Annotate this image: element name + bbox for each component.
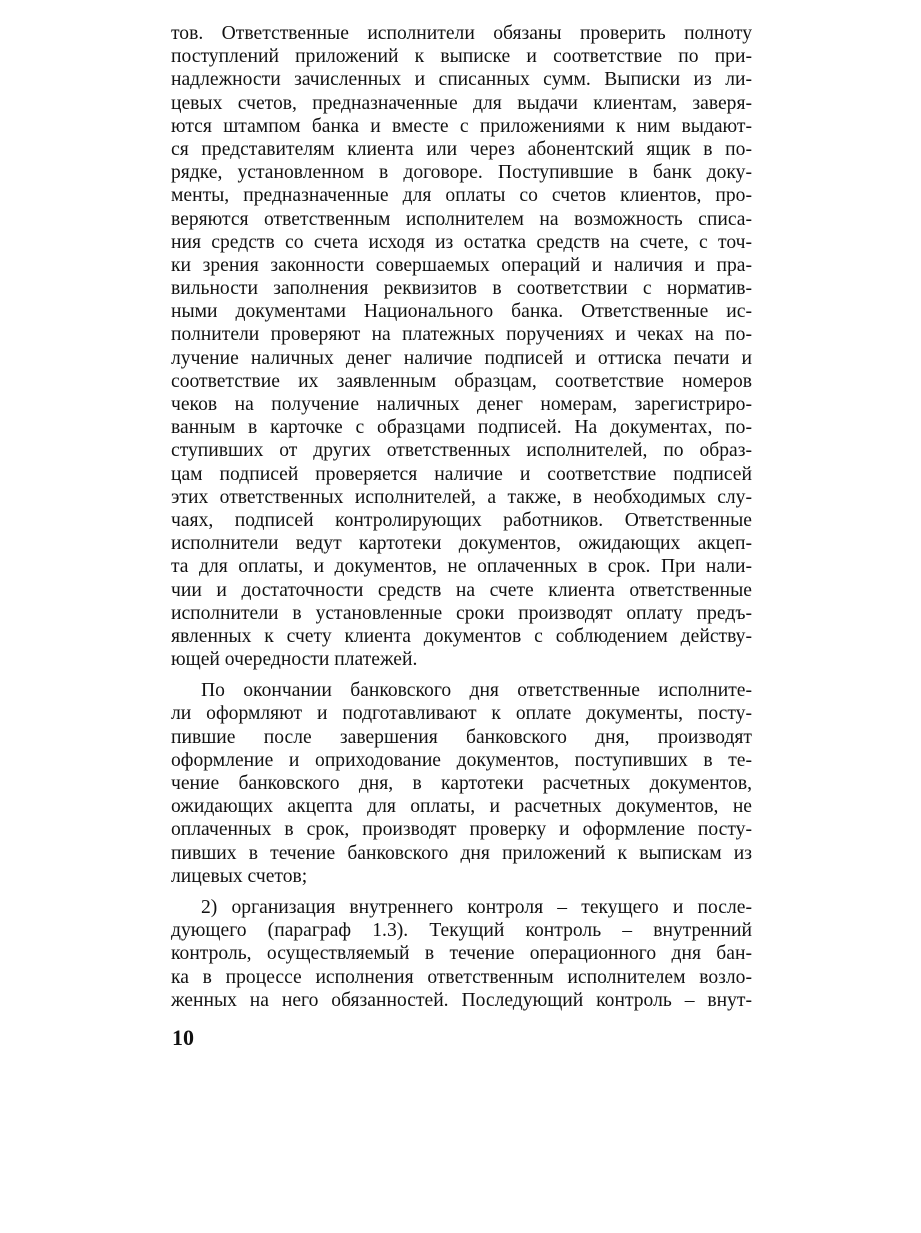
text-line: дующего (параграф 1.3). Текущий контроль – внутренний xyxy=(171,920,752,942)
text-line: этих ответственных исполнителей, а также, в необходимых слу- xyxy=(171,486,752,508)
text-line: оформление и оприходование документов, поступивших в те- xyxy=(171,749,752,771)
text-line: соответствие их заявленным образцам, соответствие номеров xyxy=(171,370,752,392)
text-line: поступлений приложений к выписке и соответствие по при- xyxy=(171,46,752,68)
text-line: лицевых счетов; xyxy=(171,865,308,887)
paragraph-spacing xyxy=(171,888,752,896)
text-line: ния средств со счета исходя из остатка средств на счете, с точ- xyxy=(171,231,752,253)
text-line: ступивших от других ответственных исполнителей, по образ- xyxy=(171,440,752,462)
text-line: рядке, установленном в договоре. Поступившие в банк доку- xyxy=(171,162,752,184)
text-line: полнители проверяют на платежных поручениях и чеках на по- xyxy=(171,324,752,346)
text-line: 2) организация внутреннего контроля – текущего и после- xyxy=(201,896,752,918)
text-line: тов. Ответственные исполнители обязаны проверить полноту xyxy=(171,23,752,44)
paragraph-2 xyxy=(171,679,752,888)
text-line: чии и достаточности средств на счете клиента ответственные xyxy=(171,579,752,601)
text-line: исполнители в установленные сроки производят оплату предъ- xyxy=(171,602,752,624)
text-line: вильности заполнения реквизитов в соответствии с норматив- xyxy=(171,278,752,300)
text-line: ка в процессе исполнения ответственным исполнителем возло- xyxy=(171,966,752,988)
text-line: надлежности зачисленных и списанных сумм. Выписки из ли- xyxy=(171,69,752,91)
text-line: чаях, подписей контролирующих работников. Ответственные xyxy=(171,509,752,531)
text-line: веряются ответственным исполнителем на возможность списа- xyxy=(171,208,752,230)
text-line: пившие после завершения банковского дня, производят xyxy=(171,726,752,748)
text-line: та для оплаты, и документов, не оплаченных в срок. При нали- xyxy=(171,556,752,578)
page-body xyxy=(171,22,752,1012)
text-line: менты, предназначенные для оплаты со счетов клиентов, про- xyxy=(171,185,752,207)
text-line: цевых счетов, предназначенные для выдачи клиентам, заверя- xyxy=(171,92,752,114)
text-line: чеков на получение наличных денег номерам, зарегистриро- xyxy=(171,394,752,415)
text-line: ются штампом банка и вместе с приложениями к ним выдают- xyxy=(171,115,752,137)
text-line: чение банковского дня, в картотеки расчетных документов, xyxy=(171,773,752,794)
text-line: контроль, осуществляемый в течение операционного дня бан- xyxy=(171,943,752,965)
text-line: оплаченных в срок, производят проверку и оформление посту- xyxy=(171,819,752,841)
text-line: пивших в течение банковского дня приложений к выпискам из xyxy=(171,842,752,864)
text-line: цам подписей проверяется наличие и соответствие подписей xyxy=(171,463,752,485)
text-line: ли оформляют и подготавливают к оплате документы, посту- xyxy=(171,703,752,725)
text-line: ными документами Национального банка. Ответственные ис- xyxy=(171,301,752,323)
paragraph-spacing xyxy=(171,671,752,679)
text-line: исполнители ведут картотеки документов, ожидающих акцеп- xyxy=(171,533,752,555)
text-line: женных на него обязанностей. Последующий контроль – внут- xyxy=(171,989,752,1011)
page-number: 10 xyxy=(172,1025,194,1050)
text-line: лучение наличных денег наличие подписей и оттиска печати и xyxy=(171,347,752,369)
text-line: ки зрения законности совершаемых операций и наличия и пра- xyxy=(171,254,752,276)
paragraph-1 xyxy=(171,22,752,671)
text-line: ожидающих акцепта для оплаты, и расчетных документов, не xyxy=(171,796,752,818)
text-line: ся представителям клиента или через абонентский ящик в по- xyxy=(171,138,752,160)
text-line: явленных к счету клиента документов с соблюдением действу- xyxy=(171,625,752,647)
text-line: ванным в карточке с образцами подписей. На документах, по- xyxy=(171,417,752,439)
text-line: ющей очередности платежей. xyxy=(171,649,418,671)
paragraph-3 xyxy=(171,896,752,1012)
text-line: По окончании банковского дня ответственные исполните- xyxy=(201,680,752,702)
